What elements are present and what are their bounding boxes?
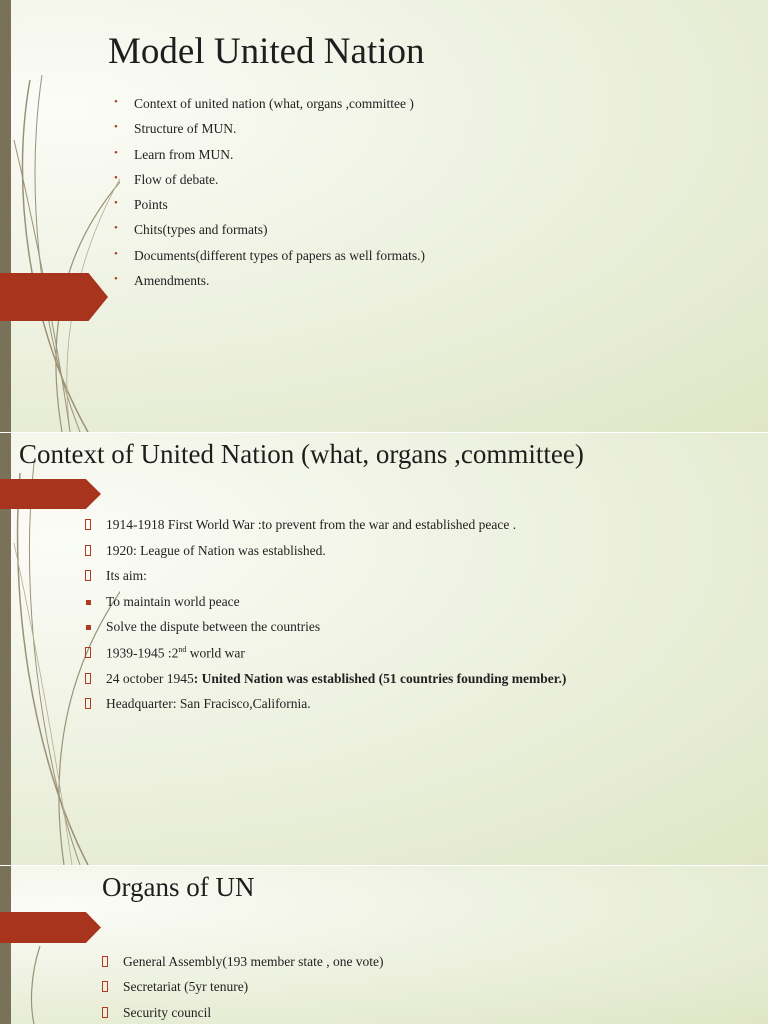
list-item-bold-text: : United Nation was established (51 countries founding member.) — [193, 670, 567, 686]
list-item: 1914-1918 First World War :to prevent from the war and established peace . — [106, 517, 566, 543]
list-item: • Amendments. — [134, 273, 425, 298]
bullet-list — [134, 96, 425, 298]
list-item — [106, 645, 566, 671]
list-item: • Chits(types and formats) — [134, 222, 425, 247]
decorative-curves — [0, 0, 120, 432]
slide-organs-of-un — [0, 866, 768, 1024]
list-item: Security council — [123, 1005, 384, 1024]
slide-title: Organs of UN — [102, 872, 255, 902]
red-arrow-tab — [0, 479, 101, 509]
list-item-text: 24 october 1945 — [106, 670, 194, 686]
list-item: • Structure of MUN. — [134, 121, 425, 146]
list-item: • Context of united nation (what, organs ,committee ) — [134, 96, 425, 121]
red-arrow-tab — [0, 912, 101, 943]
list-item-text: 1939-1945 :2 — [106, 645, 179, 661]
slide-model-united-nation — [0, 0, 768, 432]
slide-context-of-united-nation — [0, 433, 768, 865]
list-item-text: world war — [186, 645, 245, 661]
slide-title: Context of United Nation (what, organs ,committee) — [19, 439, 584, 469]
list-item: Solve the dispute between the countries — [106, 619, 566, 645]
list-item: 1920: League of Nation was established. — [106, 543, 566, 569]
list-item: To maintain world peace — [106, 594, 566, 620]
list-item: Headquarter: San Fracisco,California. — [106, 696, 566, 722]
list-item: • Learn from MUN. — [134, 147, 425, 172]
bullet-list — [123, 954, 384, 1024]
list-item — [106, 671, 566, 697]
red-arrow-tab — [0, 273, 108, 321]
bullet-list — [106, 517, 566, 722]
list-item: • Flow of debate. — [134, 172, 425, 197]
slide-title: Model United Nation — [108, 31, 425, 72]
list-item: • Documents(different types of papers as well formats.) — [134, 248, 425, 273]
list-item: Its aim: — [106, 568, 566, 594]
list-item: • Points — [134, 197, 425, 222]
list-item: General Assembly(193 member state , one vote) — [123, 954, 384, 979]
ordinal-suffix: nd — [178, 644, 187, 654]
list-item: Secretariat (5yr tenure) — [123, 979, 384, 1004]
